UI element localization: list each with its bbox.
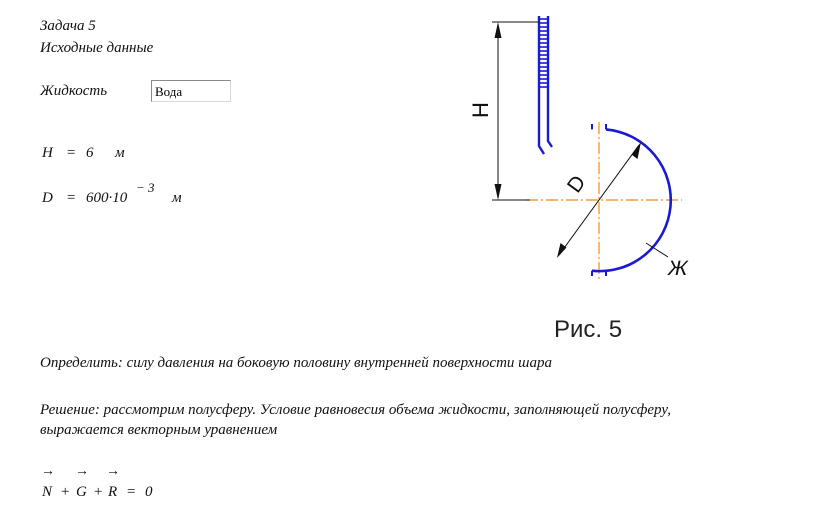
param-d-exponent: − 3 — [136, 180, 155, 195]
vector-arrow-r: → — [106, 464, 120, 479]
liquid-label: Жидкость — [40, 83, 108, 99]
h-arrow-bottom — [495, 184, 502, 200]
equation-g: G — [76, 484, 87, 500]
equation-plus-1: + — [60, 484, 71, 500]
param-h-value: 6 — [86, 145, 94, 161]
solution-line-1: Решение: рассмотрим полусферу. Условие равновесия объема жидкости, заполняющей полусферу, — [40, 402, 672, 418]
figure-sphere-diagram — [460, 0, 730, 350]
liquid-label-zh: Ж — [665, 257, 691, 280]
param-h-unit: м — [115, 145, 125, 161]
input-data-heading: Исходные данные — [40, 40, 154, 56]
d-arrow-upper — [632, 142, 642, 159]
equation-plus-2: + — [93, 484, 104, 500]
h-dimension-label: H — [468, 102, 493, 118]
vector-arrow-n: → — [41, 464, 55, 479]
param-d-equals: = — [66, 190, 77, 206]
liquid-input[interactable]: Вода — [151, 80, 231, 102]
equation-equals: = — [126, 484, 137, 500]
tube-liquid-hatching — [539, 19, 548, 87]
task-title: Задача 5 — [40, 18, 96, 34]
tube-left-wall — [539, 16, 544, 154]
param-d-value: 600·10 — [86, 190, 128, 206]
task-statement: Определить: силу давления на боковую половину внутренней поверхности шара — [40, 355, 552, 371]
param-d-symbol: D — [42, 190, 53, 206]
solution-line-2: выражается векторным уравнением — [40, 422, 278, 438]
equation-r: R — [108, 484, 118, 500]
d-arrow-lower — [557, 243, 567, 258]
h-arrow-top — [495, 22, 502, 38]
param-h-equals: = — [66, 145, 77, 161]
equation-zero: 0 — [145, 484, 153, 500]
d-dimension-label: D — [562, 171, 591, 198]
param-d-unit: м — [172, 190, 182, 206]
equation-n: N — [42, 484, 53, 500]
param-h-symbol: H — [42, 145, 53, 161]
vector-arrow-g: → — [75, 464, 89, 479]
figure-caption: Рис. 5 — [553, 316, 623, 343]
tube-right-wall — [548, 16, 552, 147]
